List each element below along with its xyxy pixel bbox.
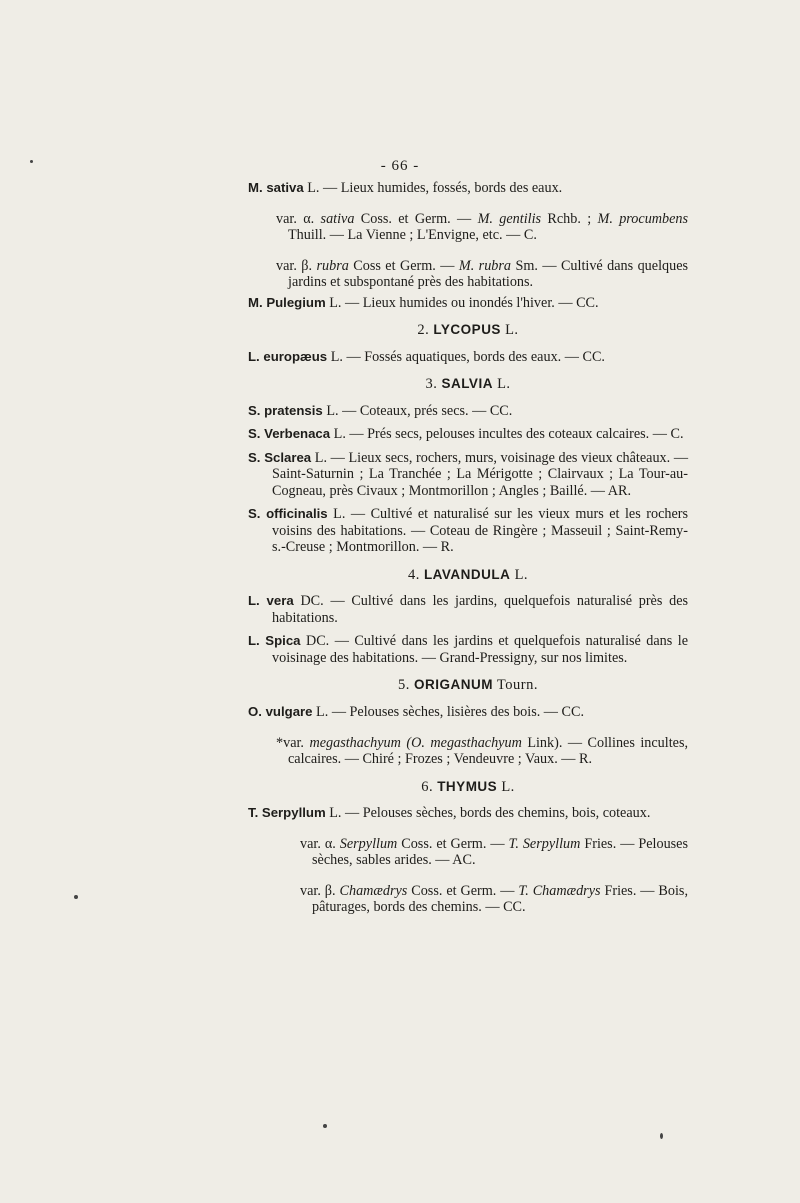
text-column xyxy=(248,180,688,920)
species-entry: S. officinalis L. — Cultivé et naturalisé sur les vieux murs et les rochers voisins des habitations. — Coteau de Ringère ; Masseuil ; Saint-Remy-s.-Creuse ; Montmorillon. — R. xyxy=(248,506,689,556)
species-name: O. vulgare xyxy=(248,703,313,719)
ink-speck xyxy=(660,1133,663,1139)
species-name: S. pratensis xyxy=(248,402,323,418)
variety-entry: var. β. Chamædrys Coss. et Germ. — T. Chamædrys Fries. — Bois, pâturages, bords des chemins. — CC. xyxy=(300,882,688,916)
species-name: M. sativa xyxy=(248,180,304,195)
ink-speck xyxy=(323,1124,327,1128)
genus-heading: 6. THYMUS L. xyxy=(421,778,515,795)
variety-entry: var. β. rubra Coss et Germ. — M. rubra Sm. — Cultivé dans quelques jardins et subspontané près des habitations. xyxy=(276,257,689,291)
species-entry: S. Sclarea L. — Lieux secs, rochers, murs, voisinage des vieux châteaux. — Saint-Saturnin ; La Tranchée ; La Mérigotte ; Clairvaux ; La Tour-au-Cogneau, près Civaux ; Montmorillon ; Angles ; Baillé. — AR. xyxy=(248,449,689,499)
genus-heading: 5. ORIGANUM Tourn. xyxy=(398,677,538,694)
species-entry: L. europæus L. — Fossés aquatiques, bords des eaux. — CC. xyxy=(248,348,605,365)
species-entry: M. Pulegium L. — Lieux humides ou inondés l'hiver. — CC. xyxy=(248,294,599,311)
page-number: - 66 - xyxy=(380,158,420,174)
variety-entry: var. α. Serpyllum Coss. et Germ. — T. Serpyllum Fries. — Pelouses sèches, sables arides. — AC. xyxy=(300,835,688,869)
species-entry: O. vulgare L. — Pelouses sèches, lisières des bois. — CC. xyxy=(248,703,585,720)
ink-speck xyxy=(74,895,78,899)
species-name: L. europæus xyxy=(248,348,328,364)
species-name: T. Serpyllum xyxy=(248,805,326,821)
ink-speck xyxy=(30,160,33,163)
species-entry: L. vera DC. — Cultivé dans les jardins, quelquefois naturalisé près des habitations. xyxy=(248,593,689,626)
species-name: M. Pulegium xyxy=(248,294,326,310)
species-name: S. officinalis xyxy=(248,506,328,522)
genus-heading: 4. LAVANDULA L. xyxy=(407,566,529,583)
genus-heading: 2. LYCOPUS L. xyxy=(417,322,519,339)
species-entry: M. sativa L. — Lieux humides, fossés, bords des eaux. xyxy=(248,180,563,196)
variety-entry: *var. megasthachyum (O. megasthachyum Link). — Collines incultes, calcaires. — Chiré ; Frozes ; Vendeuvre ; Vaux. — R. xyxy=(276,734,689,768)
species-entry: T. Serpyllum L. — Pelouses sèches, bords des chemins, bois, coteaux. xyxy=(248,805,651,822)
species-name: S. Sclarea xyxy=(248,449,312,465)
species-name: L. Spica xyxy=(248,633,301,649)
species-name: S. Verbenaca xyxy=(248,426,331,442)
species-name: L. vera xyxy=(248,593,294,609)
species-entry: L. Spica DC. — Cultivé dans les jardins et quelquefois naturalisé dans le voisinage des habitations. — Grand-Pressigny, sur nos limites. xyxy=(248,633,689,666)
species-entry: S. Verbenaca L. — Prés secs, pelouses incultes des coteaux calcaires. — C. xyxy=(248,426,684,443)
species-entry: S. pratensis L. — Coteaux, prés secs. — CC. xyxy=(248,402,513,419)
variety-entry: var. α. sativa Coss. et Germ. — M. gentilis Rchb. ; M. procumbens Thuill. — La Vienne ; L'Envigne, etc. — C. xyxy=(276,210,689,244)
genus-heading: 3. SALVIA L. xyxy=(425,376,511,393)
